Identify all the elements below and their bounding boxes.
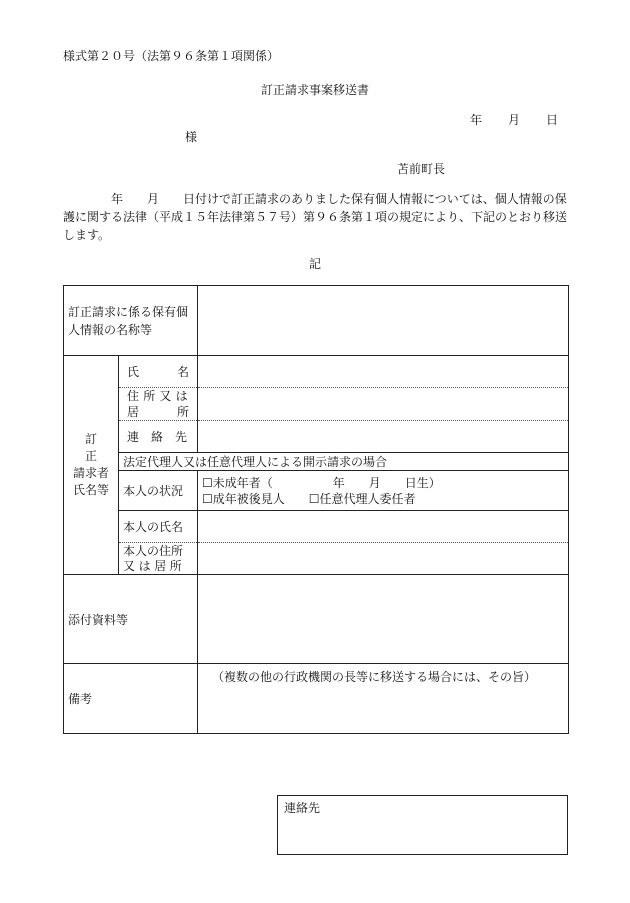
principal-address-value[interactable] (198, 543, 569, 575)
remarks-value[interactable] (198, 664, 569, 734)
status-label: 本人の状況 (123, 484, 184, 498)
status-label-cell (119, 471, 198, 511)
address-label-2a: 居 (127, 405, 140, 419)
address-label-1: 住所又は (127, 389, 192, 403)
attachments-label: 添付資料等 (68, 612, 129, 627)
address-label-cell (119, 388, 198, 421)
sender-name: 苫前町長 (397, 162, 446, 176)
body-paragraph: 年 月 日付けで訂正請求のありました保有個人情報については、個人情報の保護に関する法律（平成１５年法律第５７号）第９６条第１項の規定により、下記のとおり移送します。 (63, 192, 568, 242)
agent-header-cell (119, 453, 569, 471)
attachments-label-cell (64, 575, 198, 664)
document-title: 訂正請求事案移送書 (260, 83, 369, 97)
addressee-suffix: 様 (185, 130, 198, 144)
date-month: 月 (508, 113, 521, 127)
name-label-a: 氏 (127, 365, 140, 379)
requester-label-3: 氏名等 (72, 483, 109, 497)
ki-heading: 記 (308, 257, 321, 271)
contact-box[interactable] (277, 795, 568, 855)
name-label-cell (119, 356, 198, 388)
status-options-cell (198, 471, 569, 511)
info-name-value[interactable] (198, 286, 569, 356)
name-label-b: 名 (177, 365, 190, 379)
attachments-value[interactable] (198, 575, 569, 664)
date-day: 日 (546, 113, 559, 127)
principal-address-label-1: 本人の住所 (123, 543, 184, 558)
remarks-label: 備考 (68, 692, 93, 706)
info-name-label: 訂正請求に係る保有個人情報の名称等 (68, 304, 189, 337)
contact-label: 連 絡 先 (127, 430, 188, 444)
remarks-label-cell (64, 664, 198, 734)
principal-name-label: 本人の氏名 (123, 520, 184, 534)
name-value[interactable] (198, 356, 569, 388)
principal-address-label-cell (119, 543, 198, 575)
status-option-guardian[interactable]: ☐成年被後見人 ☐任意代理人委任者 (202, 491, 416, 506)
transfer-table (63, 285, 569, 734)
principal-address-label-2: 又は居所 (123, 558, 186, 573)
info-name-label-cell (64, 286, 198, 356)
footer-contact-label: 連絡先 (284, 801, 321, 815)
principal-name-label-cell (119, 511, 198, 543)
date-year: 年 (470, 113, 483, 127)
status-option-minor[interactable]: ☐未成年者（ 年 月 日生） (202, 475, 441, 490)
address-value[interactable] (198, 388, 569, 421)
requester-label-2: 請求者 (72, 466, 109, 480)
contact-value[interactable] (198, 421, 569, 453)
principal-name-value[interactable] (198, 511, 569, 543)
requester-label-cell (64, 356, 122, 575)
agent-header: 法定代理人又は任意代理人による開示請求の場合 (123, 455, 388, 469)
contact-label-cell (119, 421, 198, 453)
date-line (470, 111, 558, 128)
form-number: 様式第２０号（法第９６条第１項関係） (63, 49, 280, 63)
address-label-2b: 所 (177, 405, 190, 419)
requester-label-1: 訂 正 (84, 432, 122, 463)
remarks-note: （複数の他の行政機関の長等に移送する場合には、その旨） (212, 670, 537, 684)
